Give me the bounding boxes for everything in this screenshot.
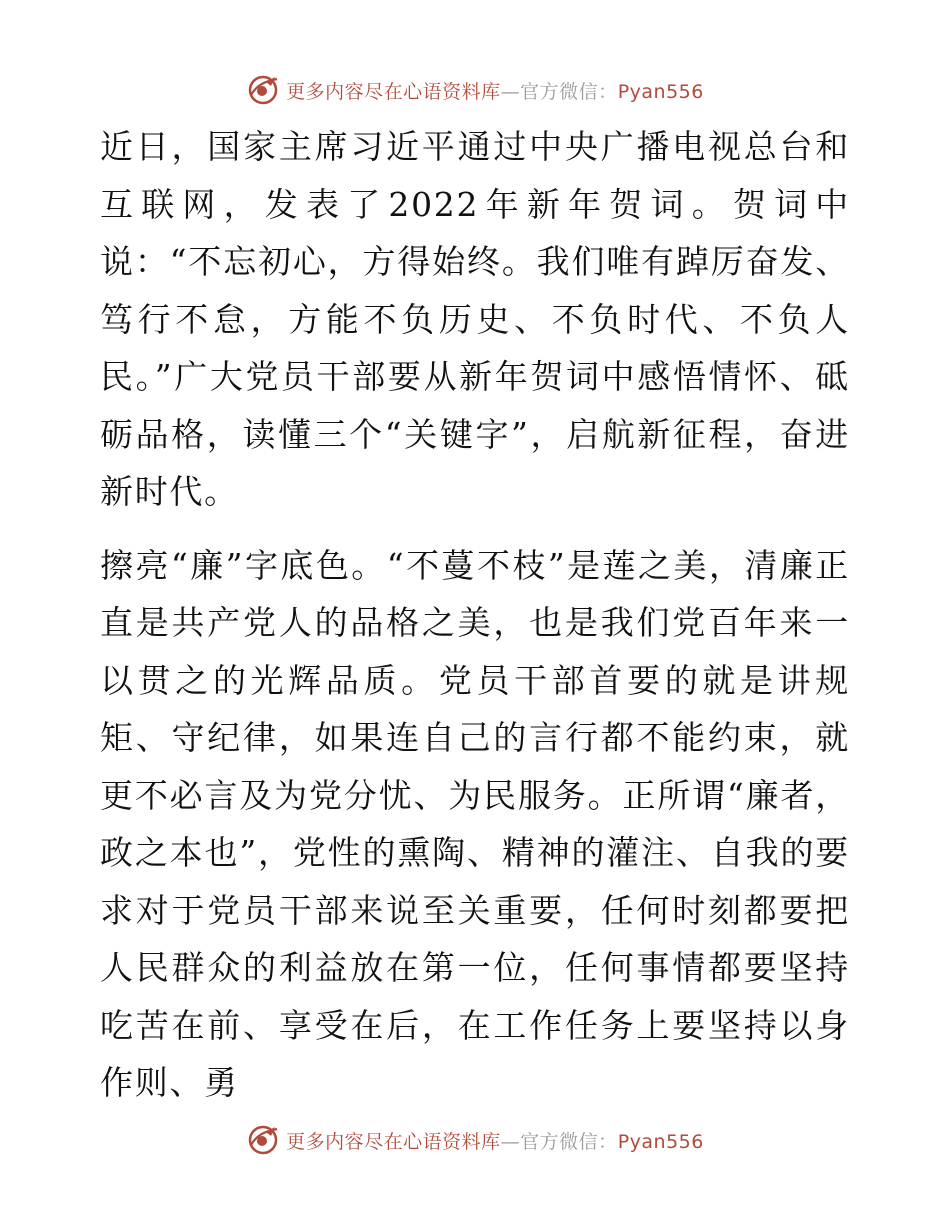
watermark-wechat-id: Pyan556 — [617, 1130, 704, 1153]
paragraph-intro: 近日，国家主席习近平通过中央广播电视总台和互联网，发表了2022年新年贺词。贺词中说：“不忘初心，方得始终。我们唯有踔厉奋发、笃行不怠，方能不负历史、不负时代、不负人民。”广大党员干部要从新年贺词中感悟情怀、砥砺品格，读懂三个“关键字”，启航新征程，奋进新时代。 — [100, 127, 850, 511]
watermark-site-text: 更多内容尽在心语资料库 — [286, 1130, 501, 1153]
watermark-wechat-label: 官方微信： — [520, 1130, 618, 1153]
watermark-text — [286, 1127, 704, 1154]
brand-logo-icon — [246, 1123, 280, 1157]
header-watermark — [0, 70, 950, 110]
watermark-dash: — — [500, 80, 521, 103]
watermark-wechat-label: 官方微信： — [520, 80, 618, 103]
watermark-dash: — — [500, 1130, 521, 1153]
watermark-wechat-id: Pyan556 — [617, 80, 704, 103]
document-body — [100, 118, 850, 1112]
watermark-text — [286, 77, 704, 104]
brand-logo-icon — [246, 73, 280, 107]
watermark-site-text: 更多内容尽在心语资料库 — [286, 80, 501, 103]
paragraph-integrity: 擦亮“廉”字底色。“不蔓不枝”是莲之美，清廉正直是共产党人的品格之美，也是我们党百年来一以贯之的光辉品质。党员干部首要的就是讲规矩、守纪律，如果连自己的言行都不能约束，就更不必言及为党分忧、为民服务。正所谓“廉者，政之本也”，党性的熏陶、精神的灌注、自我的要求对于党员干部来说至关重要，任何时刻都要把人民群众的利益放在第一位，任何事情都要坚持吃苦在前、享受在后，在工作任务上要坚持以身作则、勇 — [100, 545, 850, 1102]
footer-watermark — [0, 1120, 950, 1160]
